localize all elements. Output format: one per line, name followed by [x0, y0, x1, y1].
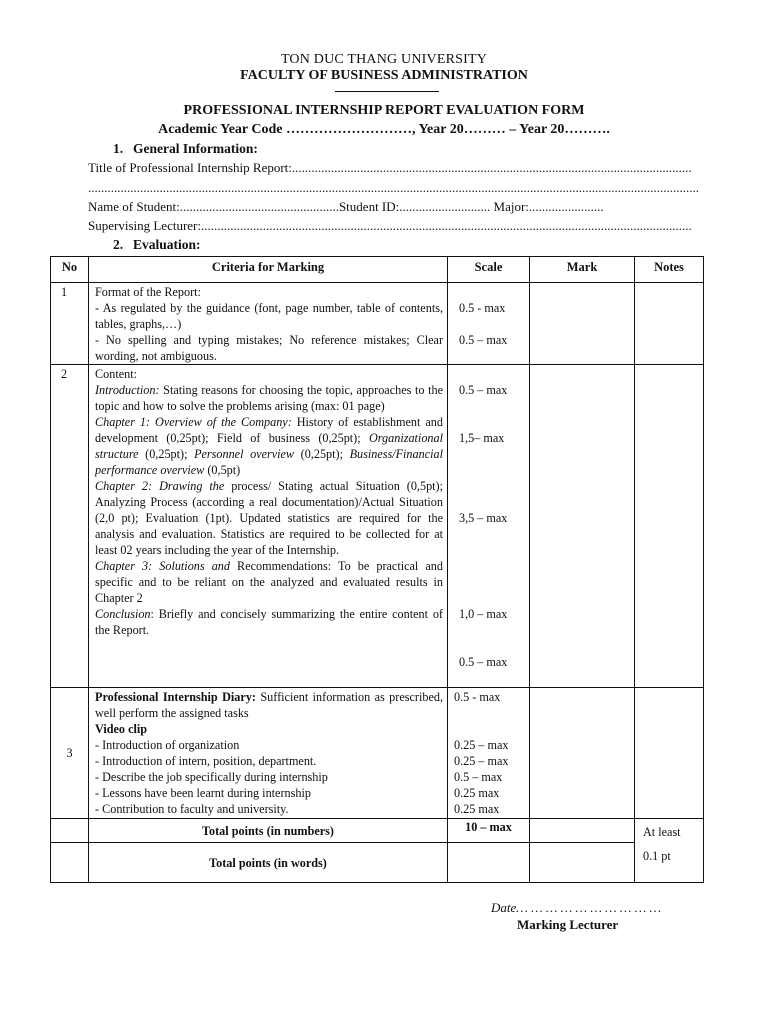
- criteria-label: Chapter 1: Overview of the Company:: [95, 415, 292, 429]
- criteria-label: Conclusion: [95, 607, 151, 621]
- criteria-text: Stating reasons for choosing the topic, approaches to the topic and how to solve the problems arising (max: 01 page): [95, 383, 443, 413]
- column-header-criteria: Criteria for Marking: [89, 257, 448, 283]
- criteria-text: Recommendations: To be practical and specific and to be reliant on the analyzed and evaluated results in Chapter 2: [95, 559, 443, 605]
- student-info-field[interactable]: Name of Student:.................................................Student ID:............................ Major:.......................: [88, 199, 604, 214]
- total-note: At least: [643, 825, 681, 839]
- scale-value: 0.5 - max: [459, 301, 506, 315]
- criteria-label: Organizational structure: [95, 431, 443, 461]
- criteria-item: - No spelling and typing mistakes; No reference mistakes; Clear wording, not ambiguous.: [95, 333, 443, 363]
- criteria-item: [95, 558, 443, 606]
- report-title-field[interactable]: Title of Professional Internship Report:...........................................................................................................................: [88, 160, 692, 175]
- table-row: [51, 365, 704, 688]
- faculty-name: FACULTY OF BUSINESS ADMINISTRATION: [240, 68, 528, 83]
- row-number: 3: [51, 688, 89, 819]
- supervising-lecturer-field[interactable]: Supervising Lecturer:.......................................................................................................................................................: [88, 218, 692, 233]
- criteria-label: Introduction:: [95, 383, 160, 397]
- criteria-item: [95, 606, 443, 638]
- section-number: 2.: [113, 237, 124, 252]
- total-mark-cell[interactable]: [530, 819, 635, 843]
- scale-cell: [448, 688, 530, 819]
- notes-cell[interactable]: [635, 365, 704, 688]
- criteria-heading: Format of the Report:: [95, 285, 201, 299]
- scale-value: 3,5 – max: [459, 511, 508, 525]
- column-header-mark: Mark: [530, 257, 635, 283]
- university-name: TON DUC THANG UNIVERSITY: [280, 52, 488, 67]
- criteria-text: (0,25pt);: [138, 447, 195, 461]
- total-numbers-row: [51, 819, 704, 843]
- form-title: PROFESSIONAL INTERNSHIP REPORT EVALUATION FORM: [183, 103, 585, 118]
- criteria-item: [95, 382, 443, 414]
- column-header-notes: Notes: [635, 257, 704, 283]
- scale-value: 0.25 – max: [454, 738, 509, 752]
- criteria-cell: [89, 283, 448, 365]
- criteria-label: Business/Financial performance overview: [95, 447, 443, 477]
- mark-cell[interactable]: [530, 283, 635, 365]
- criteria-label: Personnel overview: [194, 447, 295, 461]
- criteria-item: - Describe the job specifically during internship: [95, 770, 328, 784]
- total-note: 0.1 pt: [643, 849, 671, 863]
- criteria-heading: Video clip: [95, 722, 148, 736]
- total-words-mark-cell[interactable]: [530, 843, 635, 883]
- table-row: [51, 283, 704, 365]
- total-numbers-label: Total points (in numbers): [89, 819, 448, 843]
- scale-value: 1,0 – max: [459, 607, 508, 621]
- scale-cell: [448, 283, 530, 365]
- empty-cell: [448, 843, 530, 883]
- table-row: [51, 688, 704, 819]
- mark-cell[interactable]: [530, 365, 635, 688]
- criteria-label: Chapter 3: Solutions and: [95, 559, 230, 573]
- scale-value: 0.5 – max: [454, 770, 503, 784]
- section-general-heading: [113, 141, 258, 157]
- criteria-text: process/ Stating actual Situation (0,5pt); Analyzing Process (according a real documentation)/Actual Situation (2,0 pt); Evaluation (1pt). Updated statistics are required for the analysis and evaluation. Statistics are required to be collected for at least 02 years including the year of the Internship.: [95, 479, 443, 557]
- criteria-item: - Introduction of intern, position, department.: [95, 754, 317, 768]
- header-divider: [335, 91, 439, 92]
- criteria-item: [95, 478, 443, 558]
- criteria-text: (0,5pt): [204, 463, 241, 477]
- total-words-label: Total points (in words): [89, 843, 448, 883]
- row-number: 2: [51, 365, 89, 688]
- criteria-label: Professional Internship Diary:: [95, 690, 256, 704]
- criteria-cell: [89, 688, 448, 819]
- table-header-row: [51, 257, 704, 283]
- criteria-item: - As regulated by the guidance (font, page number, table of contents, tables, graphs,…): [95, 301, 443, 331]
- scale-value: 0.25 max: [454, 802, 500, 816]
- criteria-item: [95, 689, 443, 721]
- empty-cell: [51, 843, 89, 883]
- total-notes-cell: [635, 819, 704, 883]
- report-title-continuation[interactable]: ............................................................................................................................................................................................: [88, 180, 699, 195]
- total-words-row: [51, 843, 704, 883]
- section-number: 1.: [113, 141, 124, 156]
- criteria-item: - Introduction of organization: [95, 738, 240, 752]
- criteria-text: (0,25pt);: [294, 447, 350, 461]
- column-header-no: No: [51, 257, 89, 283]
- scale-value: 0.25 – max: [454, 754, 509, 768]
- scale-value: 0.5 - max: [454, 690, 501, 704]
- section-label: Evaluation:: [133, 237, 201, 252]
- criteria-text: History of establishment and development (0,25pt); Field of business (0,25pt);: [95, 415, 443, 445]
- criteria-heading: Content:: [95, 367, 137, 381]
- empty-cell: [51, 819, 89, 843]
- scale-value: 1,5– max: [459, 431, 505, 445]
- scale-value: 0.5 – max: [459, 333, 508, 347]
- criteria-text: : Briefly and concisely summarizing the entire content of the Report.: [95, 607, 443, 637]
- scale-cell: [448, 365, 530, 688]
- column-header-scale: Scale: [448, 257, 530, 283]
- scale-value: 0.5 – max: [459, 383, 508, 397]
- criteria-label: Chapter 2: Drawing the: [95, 479, 225, 493]
- criteria-item: - Contribution to faculty and university.: [95, 802, 289, 816]
- total-scale: 10 – max: [448, 819, 530, 843]
- academic-year-line: Academic Year Code ………………………, Year 20……… – Year 20……….: [158, 122, 610, 137]
- row-number: 1: [51, 283, 89, 365]
- evaluation-table: [50, 256, 704, 883]
- marking-lecturer-label: Marking Lecturer: [517, 917, 619, 932]
- scale-value: 0.5 – max: [459, 655, 508, 669]
- criteria-item: [95, 414, 443, 478]
- date-field[interactable]: Date… … … … … … … … … …: [491, 900, 662, 915]
- section-label: General Information:: [133, 141, 258, 156]
- criteria-item: - Lessons have been learnt during internship: [95, 786, 311, 800]
- section-evaluation-heading: [113, 237, 201, 253]
- criteria-text: Sufficient information as prescribed, well perform the assigned tasks: [95, 690, 443, 720]
- notes-cell[interactable]: [635, 688, 704, 819]
- notes-cell[interactable]: [635, 283, 704, 365]
- scale-value: 0.25 max: [454, 786, 500, 800]
- mark-cell[interactable]: [530, 688, 635, 819]
- criteria-cell: [89, 365, 448, 688]
